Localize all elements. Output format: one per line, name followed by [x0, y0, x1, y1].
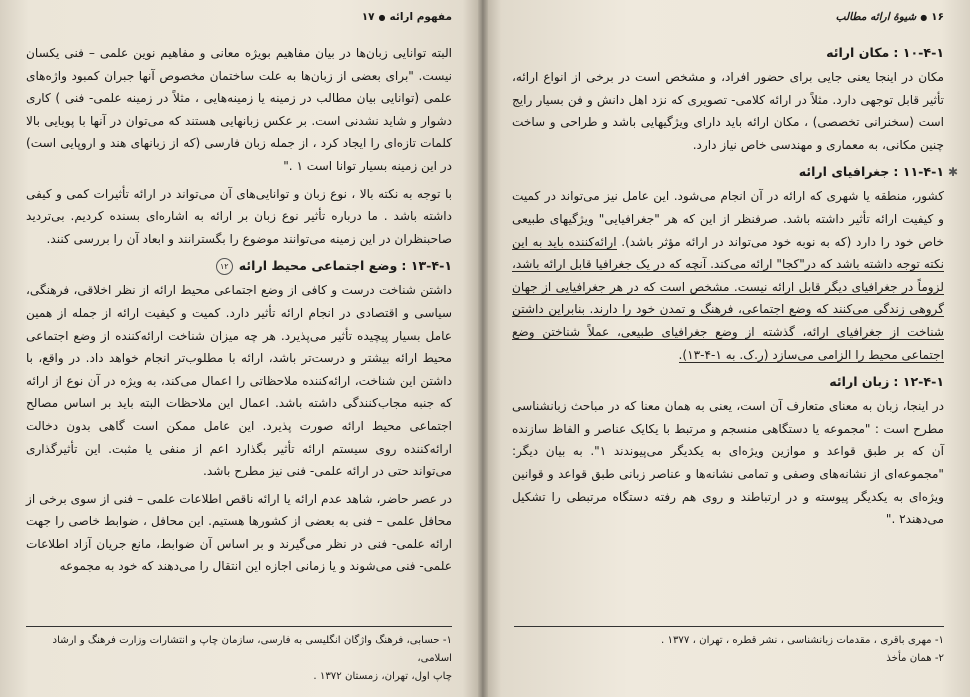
section-heading: [512, 371, 944, 393]
footnote: ٢- همان مأخذ: [886, 653, 944, 664]
running-header: [512, 8, 944, 26]
margin-asterisk: ✱: [947, 165, 958, 180]
section-heading: [26, 255, 452, 277]
running-header: [26, 8, 452, 26]
left-page: [0, 0, 482, 697]
page-body: [512, 42, 958, 531]
paragraph: مکان در اینجا یعنی جایی برای حضور افراد، و مشخص است در برخی از انواع ارائه، تأثیر قابل توجهی دارد. مثلاً در ارائه کلامی- تصویری که نزد اهل دانش و فن بسیار رایج است (سخنرانی تخصصی) ، مکان ارائه باید دارای ویژگیهایی باشد و طراحی و ساخت چنین مکانی، به معماری و مهندسی خاص نیاز دارد.: [512, 70, 944, 152]
footnote: ١- مهری باقری ، مقدمات زبانشناسی ، نشر قطره ، تهران ، ١٣٧٧ .: [661, 635, 944, 646]
underlined-text: ارائه‌کننده باید به این نکته توجه داشته باشد که در"کجا" ارائه می‌کند. آنچه که در یک جغرافیا قابل ارائه باشد، لزوماً در جغرافیای دیگر قابل ارائه نیست. مشخص است که در هر جغرافیایی از جهان گروهی زندگی می‌کنند که وضع اجتماعی، فرهنگ و تمدن خود را دارند. بنابراین داشتن شناخت از جغرافیای ارائه، گذشته از وضع جغرافیای طبیعی، عملاً شناختن وضع اجتماعی محیط را الزامی می‌سازد (ر.ک. به ١-۴-١٣).: [512, 234, 944, 362]
section-number: ١-۴-١٣ :: [401, 258, 452, 274]
section-number: ١-۴-١٢ :: [893, 374, 944, 390]
circled-note-mark: ١٢: [216, 258, 233, 275]
section-title: زبان ارائه: [829, 374, 890, 390]
paragraph: در عصر حاضر، شاهد عدم ارائه یا ارائه ناقص اطلاعات علمی – فنی از سوی برخی از محافل علمی – فنی به بعضی از کشورها هستیم. این محافل ، ضوابط خاصی را جهت ارائه علمی- فنی در نظر می‌گیرند و بر اساس آن ضوابط، مانع جریان آزاد اطلاعات علمی- فنی می‌شوند و یا زمانی اجازه این انتقال را می‌دهند که خود به مجموعه: [26, 491, 452, 574]
section-heading: [512, 42, 944, 64]
footnotes: [512, 632, 944, 668]
paragraph-part: کشور، منطقه یا شهری که ارائه در آن انجام می‌شود. این عامل نیز می‌تواند در کمیت و کیفیت ارائه تأثیر داشته باشد. صرفنظر از این که هر "جغرافیایی" ویژگیهای طبیعی خاص خود را دارد (که به نوبه خود می‌تواند در ارائه مؤثر باشد).: [512, 189, 944, 249]
footnote-rule: [26, 626, 452, 627]
section-number: ١-۴-١١ :: [893, 164, 944, 180]
running-title: مفهوم ارائه●۱۷: [361, 11, 452, 23]
page-number: ۱۷: [361, 11, 375, 23]
right-page: [482, 0, 970, 697]
paragraph: داشتن شناخت درست و کافی از وضع اجتماعی محیط ارائه از نظر اخلاقی، فرهنگی، سیاسی و اقتصادی در انجام ارائه تأثیر دارد. کمیت و کیفیت ارائه از جمله از همین عامل بسیار پیچیده تأثیر می‌پذیرد. هر چه میزان شناخت ارائه‌کننده از وضع اجتماعی محیط ارائه بیشتر و درست‌تر باشد، ارائه با مطلوب‌تر انجام خواهد داد. در واقع، با داشتن این شناخت، ارائه‌کننده ملاحظاتی را اعمال می‌کند، به ویژه در آن نوع از ارائه که جنبه مجاب‌کنندگی داشته باشد. اعمال این ملاحظات البته باید بر اساس مصالح اجتماعی محیط ارائه صورت پذیرد. این عامل ممکن است گاهی بدون دخالت ارائه‌کننده روی سیستم ارائه تأثیر بگذارد اعم از منفی یا مثبت. این تأثیرگذاری می‌تواند حتی در ارائه علمی- فنی نیز مطرح باشد.: [26, 283, 452, 479]
paragraph: البته توانایی زبان‌ها در بیان مفاهیم بویژه معانی و مفاهیم نوین علمی – فنی یکسان نیست. "برای بعضی از زبان‌ها به علت ساختمان مخصوص آنها جبران کمبود واژه‌های علمی (توانایی بیان مطالب در زمینه یا زمینه‌هایی ، مثلاً در زمینه علمی- فنی ) کاری دشوار و شاید نشدنی است. بر عکس زبانهایی هستند که می‌توان در آنها با پویایی بالا کلمات تازه‌ای را ایجاد کرد ، از جمله زبان فارسی (که از زبانهای هند و اروپایی است) در این زمینه بسیار توانا است ١ .": [26, 46, 452, 173]
paragraph: در اینجا، زبان به معنای متعارف آن است، یعنی به همان معنا که در مباحث زبانشناسی مطرح است : "مجموعه یا دستگاهی منسجم و مرتبط با یکایک عناصر و الفاظ سازنده آن که بر طبق قواعد و موازین ویژه‌ای به یکدیگر می‌پیوندند ١". به بیان دیگر: "مجموعه‌ای از نشانه‌های وصفی و تمامی نشانه‌ها و عناصر زبانی طبق قواعد و قوانین ویژه‌ای به یکدیگر پیوسته و در ارتباطند و روی هم رفته دستگاه مرتبطی را تشکیل می‌دهند٢ .": [512, 399, 944, 527]
footnotes: [26, 632, 452, 686]
running-title: ۱۶●شیوهٔ ارائه مطالب: [835, 11, 944, 23]
footnote: ١- حسابی، فرهنگ واژگان انگلیسی به فارسی، سازمان چاپ و انتشارات وزارت فرهنگ و ارشاد اسلامی،: [52, 635, 452, 664]
page-body: [26, 42, 452, 578]
section-title: مکان ارائه: [826, 45, 890, 60]
section-title: جغرافیای ارائه: [798, 164, 890, 180]
section-number: ١-۴-١٠ :: [893, 45, 944, 60]
paragraph: [512, 185, 944, 366]
page-number: ۱۶: [931, 11, 944, 23]
footnote-rule: [514, 626, 944, 627]
footnote-continuation: چاپ اول، تهران، زمستان ١٣٧٢ .: [313, 671, 452, 682]
section-title: وضع اجتماعی محیط ارائه: [238, 258, 398, 274]
paragraph: با توجه به نکته بالا ، نوع زبان و توانایی‌های آن می‌تواند در ارائه تأثیرات کمی و کیفی داشته باشد . ما درباره تأثیر نوع زبان بر ارائه به اشاره‌ای بسنده کردیم. بی‌تردید صاحبنظران در این زمینه می‌توانند موضوع را بگسترانند و ابعاد آن را بررسی کنند.: [26, 186, 452, 246]
section-heading: [512, 161, 958, 183]
